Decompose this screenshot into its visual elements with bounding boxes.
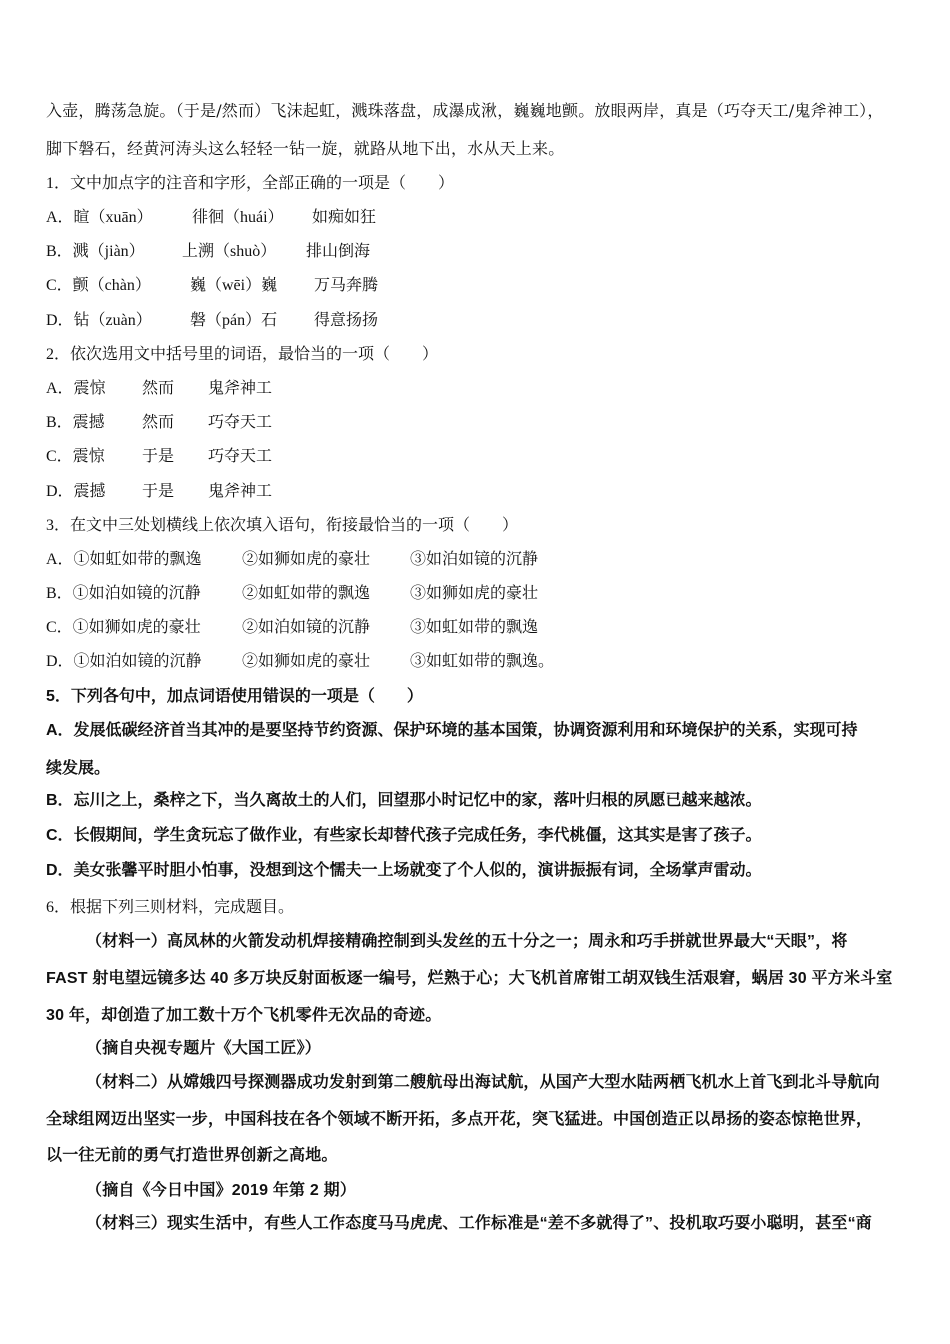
material-2-line-1: （材料二）从嫦娥四号探测器成功发射到第二艘航母出海试航，从国产大型水陆两栖飞机水上首飞到北斗导航向: [86, 1074, 880, 1091]
question-1-option-d: D．钻（zuàn） 磐（pán）石 得意扬扬: [46, 312, 379, 329]
question-2-option-d: D．震撼 于是 鬼斧神工: [46, 483, 273, 500]
passage-line-2: 脚下磐石，经黄河涛头这么轻轻一钻一旋，就路从地下出，水从天上来。: [46, 139, 565, 158]
question-5-stem: 5．下列各句中，加点词语使用错误的一项是（ ）: [46, 688, 423, 705]
material-1-line-3: 30 年，却创造了加工数十万个飞机零件无次品的奇迹。: [46, 1007, 442, 1024]
question-2-option-a: A．震惊 然而 鬼斧神工: [46, 380, 273, 397]
material-2-line-2: 全球组网迈出坚实一步，中国科技在各个领域不断开拓，多点开花，突飞猛进。中国创造正以昂扬的姿态惊艳世界，: [46, 1111, 873, 1128]
material-3-line-1: （材料三）现实生活中，有些人工作态度马马虎虎、工作标准是“差不多就得了”、投机取巧耍小聪明，甚至“商: [86, 1215, 873, 1232]
question-3-option-c: C．①如狮如虎的豪壮 ②如泊如镜的沉静 ③如虹如带的飘逸: [46, 619, 539, 636]
question-5-option-a-line-1: A．发展低碳经济首当其冲的是要坚持节约资源、保护环境的基本国策，协调资源利用和环境保护的关系，实现可持: [46, 722, 858, 739]
question-5-option-a-line-2: 续发展。: [46, 760, 111, 777]
question-3-option-b: B．①如泊如镜的沉静 ②如虹如带的飘逸 ③如狮如虎的豪壮: [46, 585, 539, 602]
question-1-option-c: C．颤（chàn） 巍（wēi）巍 万马奔腾: [46, 277, 379, 294]
question-6-stem: 6．根据下列三则材料，完成题目。: [46, 899, 295, 916]
material-2-line-3: 以一往无前的勇气打造世界创新之高地。: [46, 1147, 338, 1164]
question-5-option-d: D．美女张馨平时胆小怕事，没想到这个懦夫一上场就变了个人似的，演讲振振有词，全场掌声雷动。: [46, 862, 762, 879]
question-3-option-d: D．①如泊如镜的沉静 ②如狮如虎的豪壮 ③如虹如带的飘逸。: [46, 653, 555, 670]
question-2-option-b: B．震撼 然而 巧夺天工: [46, 414, 273, 431]
question-5-option-c: C．长假期间，学生贪玩忘了做作业，有些家长却替代孩子完成任务，李代桃僵，这其实是害了孩子。: [46, 827, 762, 844]
material-1-source: （摘自央视专题片《大国工匠》）: [86, 1040, 322, 1057]
question-2-stem: 2．依次选用文中括号里的词语，最恰当的一项（ ）: [46, 346, 439, 363]
question-1-stem: 1．文中加点字的注音和字形，全部正确的一项是（ ）: [46, 175, 455, 192]
material-1-line-1: （材料一）高凤林的火箭发动机焊接精确控制到头发丝的五十分之一；周永和巧手拼就世界最大“天眼”，将: [86, 933, 848, 950]
question-3-stem: 3．在文中三处划横线上依次填入语句，衔接最恰当的一项（ ）: [46, 517, 519, 534]
material-1-line-2: FAST 射电望远镜多达 40 多万块反射面板逐一编号，烂熟于心；大飞机首席钳工胡双钱生活艰窘，蜗居 30 平方米斗室: [46, 970, 893, 987]
question-3-option-a: A．①如虹如带的飘逸 ②如狮如虎的豪壮 ③如泊如镜的沉静: [46, 551, 539, 568]
question-5-option-b: B．忘川之上，桑梓之下，当久离故土的人们，回望那小时记忆中的家，落叶归根的夙愿已越来越浓。: [46, 792, 762, 809]
question-1-option-b: B．溅（jiàn） 上溯（shuò） 排山倒海: [46, 243, 371, 260]
question-1-option-a: A．暄（xuān） 徘徊（huái） 如痴如狂: [46, 209, 377, 226]
material-2-source: （摘自《今日中国》2019 年第 2 期）: [86, 1182, 357, 1199]
passage-line-1: 入壶，腾荡急旋。（于是/然而）飞沫起虹，溅珠落盘，成瀑成湫，巍巍地颤。放眼两岸，真是（巧夺天工/鬼斧神工），: [46, 101, 884, 120]
question-2-option-c: C．震惊 于是 巧夺天工: [46, 448, 273, 465]
